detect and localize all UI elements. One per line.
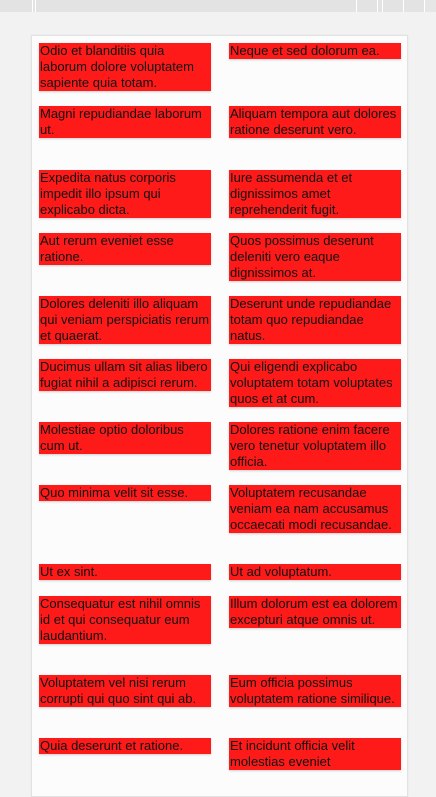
grid-cell-left <box>39 485 211 533</box>
grid-cell-right <box>229 233 401 281</box>
cell-text: Quia deserunt et ratione. <box>39 738 211 754</box>
top-toolbar-strip <box>0 0 436 12</box>
cell-text: Odio et blanditiis quia laborum dolore voluptatem sapiente quia totam. <box>39 43 211 91</box>
cell-text: Dolores ratione enim facere vero tenetur voluptatem illo officia. <box>229 422 401 470</box>
grid-cell-right <box>229 485 401 533</box>
grid-cell-right <box>229 296 401 344</box>
grid-row <box>39 564 401 580</box>
grid-cell-left <box>39 106 211 138</box>
grid-cell-right <box>229 675 401 707</box>
cell-text: Magni repudiandae laborum ut. <box>39 106 211 138</box>
cell-text: Consequatur est nihil omnis id et qui consequatur eum laudantium. <box>39 596 211 644</box>
cell-text: Dolores deleniti illo aliquam qui veniam perspiciatis rerum et quaerat. <box>40 296 210 343</box>
cell-text: Ducimus ullam sit alias libero fugiat nihil a adipisci rerum. <box>39 359 211 391</box>
grid-row <box>39 675 401 707</box>
cell-text: Quos possimus deserunt deleniti vero eaque dignissimos at. <box>229 233 401 281</box>
document-page <box>31 35 408 797</box>
cell-text: Voluptatem recusandae veniam ea nam accusamus occaecati modi recusandae. <box>229 485 401 533</box>
grid-cell-left <box>39 564 211 580</box>
grid-row <box>39 296 401 344</box>
grid-row <box>39 422 401 470</box>
grid-row <box>39 170 401 218</box>
cell-text: Molestiae optio doloribus cum ut. <box>39 422 211 454</box>
cell-text: Neque et sed dolorum ea. <box>229 43 401 59</box>
cell-text: Aut rerum eveniet esse ratione. <box>39 233 211 265</box>
cell-text: Qui eligendi explicabo voluptatem totam voluptates quos et at cum. <box>229 359 401 407</box>
grid-cell-right <box>229 564 401 580</box>
grid-cell-right <box>229 43 401 91</box>
cell-text: Deserunt unde repudiandae totam quo repudiandae natus. <box>229 296 401 344</box>
cell-text: Et incidunt officia velit molestias eveniet <box>229 738 401 770</box>
cell-text: Aliquam tempora aut dolores ratione deserunt vero. <box>229 106 401 138</box>
cell-text: Expedita natus corporis impedit illo ipsum qui explicabo dicta. <box>39 170 211 218</box>
grid-cell-left <box>39 596 211 644</box>
cell-text: Quo minima velit sit esse. <box>39 485 211 501</box>
grid-cell-right <box>229 106 401 138</box>
grid-cell-left <box>39 296 211 344</box>
grid-row <box>39 43 401 91</box>
grid-cell-left <box>39 233 211 281</box>
grid-row <box>39 738 401 770</box>
grid-row <box>39 485 401 533</box>
cell-text: Illum dolorum est ea dolorem excepturi atque omnis ut. <box>229 596 401 628</box>
grid-cell-right <box>229 738 401 770</box>
grid-cell-right <box>229 170 401 218</box>
toolbar-segment <box>36 0 357 12</box>
cell-text: Voluptatem vel nisi rerum corrupti qui quo sint qui ab. <box>39 675 211 707</box>
toolbar-segment <box>357 0 378 12</box>
grid-cell-left <box>39 675 211 707</box>
toolbar-segment <box>383 0 404 12</box>
grid-cell-right <box>229 359 401 407</box>
grid-cell-left <box>39 738 211 770</box>
grid-cell-left <box>39 359 211 407</box>
grid-cell-left <box>39 170 211 218</box>
toolbar-segment <box>0 0 33 12</box>
grid-cell-left <box>39 43 211 91</box>
grid-cell-right <box>229 422 401 470</box>
cell-text: Iure assumenda et et dignissimos amet reprehenderit fugit. <box>229 170 401 218</box>
toolbar-segment <box>404 0 425 12</box>
grid-row <box>39 359 401 407</box>
cell-text: Ut ex sint. <box>39 564 211 580</box>
grid-row <box>39 233 401 281</box>
cell-text: Ut ad voluptatum. <box>229 564 401 580</box>
grid-cell-right <box>229 596 401 644</box>
grid-row <box>39 596 401 644</box>
grid-cell-left <box>39 422 211 470</box>
grid-row <box>39 106 401 138</box>
cell-text: Eum officia possimus voluptatem ratione similique. <box>229 675 401 707</box>
